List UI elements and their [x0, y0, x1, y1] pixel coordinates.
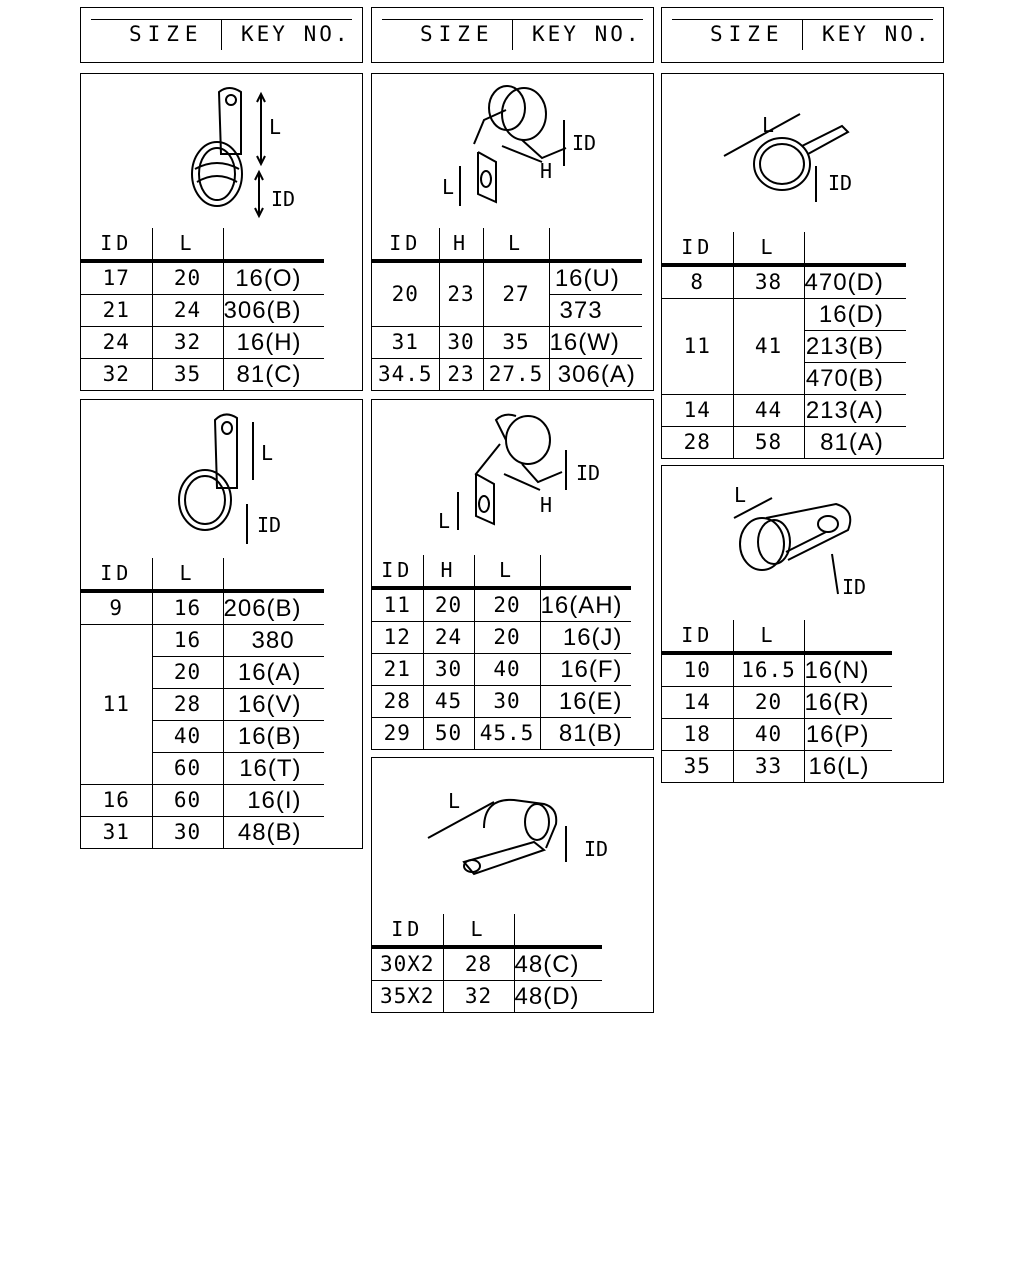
table-cell: 16(N)	[804, 653, 892, 687]
header-col3	[661, 7, 944, 63]
dim-l: L	[448, 789, 461, 813]
table-cell: 206(B)	[223, 591, 324, 625]
table-cell	[223, 228, 324, 261]
col-l: L	[733, 232, 804, 265]
size-table-1	[81, 228, 324, 390]
table-cell: 23	[439, 261, 483, 327]
table-cell: 213(B)	[804, 331, 906, 363]
table-cell: 28	[372, 686, 423, 718]
table-cell: 17	[81, 261, 152, 295]
table-row	[662, 265, 906, 299]
dim-l: L	[442, 175, 455, 199]
col-id: ID	[662, 620, 733, 653]
table-cell: 470(D)	[804, 265, 906, 299]
table-cell: 30	[439, 327, 483, 359]
table-cell: 58	[733, 427, 804, 459]
table-cell: 16(B)	[223, 721, 324, 753]
table-cell: 29	[372, 718, 423, 750]
table-cell: 27.5	[483, 359, 549, 391]
clip-block-6	[661, 465, 944, 783]
table-cell: 30	[152, 817, 223, 849]
table-cell	[223, 558, 324, 591]
col-l: L	[152, 228, 223, 261]
table-cell: 10	[662, 653, 733, 687]
table-cell: 16	[81, 785, 152, 817]
table-cell: 28	[662, 427, 733, 459]
table-cell: 470(B)	[804, 363, 906, 395]
dim-id: ID	[576, 461, 601, 485]
table-cell: 20	[152, 657, 223, 689]
dim-l: L	[762, 113, 775, 137]
table-cell: 20	[152, 261, 223, 295]
table-row	[662, 395, 906, 427]
table-row	[81, 591, 324, 625]
table-cell: 30	[423, 654, 474, 686]
table-cell: 16(O)	[223, 261, 324, 295]
table-cell: 12	[372, 622, 423, 654]
clip-drawing-6	[662, 466, 943, 621]
table-cell: 40	[474, 654, 540, 686]
table-cell: 16(AH)	[540, 588, 631, 622]
table-cell: 33	[733, 751, 804, 783]
table-cell: 18	[662, 719, 733, 751]
table-cell: 44	[733, 395, 804, 427]
dim-l: L	[734, 483, 747, 507]
key-no-header: KEY NO.	[241, 22, 351, 46]
table-row	[372, 327, 642, 359]
table-cell: 60	[152, 753, 223, 785]
table-cell: 38	[733, 265, 804, 299]
dim-l: L	[269, 115, 282, 139]
table-row	[662, 687, 892, 719]
table-row	[372, 981, 602, 1013]
table-cell: 8	[662, 265, 733, 299]
table-cell: 20	[474, 622, 540, 654]
table-cell: 16.5	[733, 653, 804, 687]
clip-block-4	[80, 399, 363, 849]
table-cell: 40	[152, 721, 223, 753]
table-cell	[540, 555, 631, 588]
size-table-7	[372, 914, 602, 1012]
table-row	[662, 427, 906, 459]
table-cell: 24	[152, 295, 223, 327]
table-cell: 48(B)	[223, 817, 324, 849]
table-row	[372, 686, 631, 718]
clip-block-3	[661, 73, 944, 459]
table-cell	[804, 232, 906, 265]
dim-id: ID	[257, 513, 282, 537]
table-row	[81, 359, 324, 391]
table-cell: 35	[662, 751, 733, 783]
clip-block-2	[371, 73, 654, 391]
table-cell: 34.5	[372, 359, 439, 391]
table-cell: 81(A)	[804, 427, 906, 459]
table-cell: 35	[152, 359, 223, 391]
size-header: SIZE	[129, 22, 204, 46]
table-cell: 40	[733, 719, 804, 751]
dim-h: H	[540, 493, 553, 517]
table-cell: 16(F)	[540, 654, 631, 686]
dim-l: L	[438, 509, 451, 533]
clip-block-1	[80, 73, 363, 391]
table-cell: 27	[483, 261, 549, 327]
col-l: L	[483, 228, 549, 261]
table-row	[372, 261, 642, 295]
table-cell: 11	[662, 299, 733, 395]
dim-l: L	[261, 441, 274, 465]
size-header: SIZE	[710, 22, 785, 46]
table-row	[662, 653, 892, 687]
clip-drawing-5	[372, 400, 653, 555]
table-cell: 24	[81, 327, 152, 359]
col-id: ID	[81, 228, 152, 261]
size-table-4	[81, 558, 324, 848]
table-row	[372, 588, 631, 622]
table-cell	[804, 620, 892, 653]
table-cell: 16(H)	[223, 327, 324, 359]
col-l: L	[474, 555, 540, 588]
clip-block-7	[371, 757, 654, 1013]
col-id: ID	[81, 558, 152, 591]
table-cell: 16(D)	[804, 299, 906, 331]
table-row	[662, 299, 906, 331]
table-cell: 20	[474, 588, 540, 622]
size-table-2	[372, 228, 642, 390]
table-cell: 45	[423, 686, 474, 718]
table-cell: 41	[733, 299, 804, 395]
table-cell	[549, 228, 642, 261]
table-cell: 16(A)	[223, 657, 324, 689]
dim-h: H	[540, 159, 553, 183]
table-cell: 16	[152, 591, 223, 625]
dim-id: ID	[584, 837, 609, 861]
table-cell: 16(I)	[223, 785, 324, 817]
table-row	[81, 295, 324, 327]
table-cell: 48(D)	[514, 981, 602, 1013]
table-row	[81, 785, 324, 817]
size-table-5	[372, 555, 631, 749]
table-row	[81, 261, 324, 295]
table-cell: 31	[372, 327, 439, 359]
table-cell: 16(U)	[549, 261, 642, 295]
table-cell: 20	[423, 588, 474, 622]
dim-id: ID	[828, 171, 853, 195]
col-id: ID	[372, 555, 423, 588]
size-header: SIZE	[420, 22, 495, 46]
key-no-header: KEY NO.	[532, 22, 642, 46]
table-cell: 16(P)	[804, 719, 892, 751]
table-cell: 28	[443, 947, 514, 981]
table-cell: 16(R)	[804, 687, 892, 719]
col-h: H	[423, 555, 474, 588]
table-cell: 16(J)	[540, 622, 631, 654]
table-row	[372, 622, 631, 654]
table-cell: 21	[81, 295, 152, 327]
table-cell: 16(W)	[549, 327, 642, 359]
table-cell: 32	[443, 981, 514, 1013]
table-cell: 11	[81, 625, 152, 785]
table-cell: 28	[152, 689, 223, 721]
size-table-6	[662, 620, 892, 782]
header-col2	[371, 7, 654, 63]
table-cell: 60	[152, 785, 223, 817]
table-row	[372, 359, 642, 391]
col-id: ID	[372, 228, 439, 261]
table-cell	[514, 914, 602, 947]
table-row	[372, 654, 631, 686]
table-cell: 14	[662, 395, 733, 427]
table-cell: 16(T)	[223, 753, 324, 785]
table-cell: 50	[423, 718, 474, 750]
col-l: L	[733, 620, 804, 653]
table-cell: 16	[152, 625, 223, 657]
clip-drawing-1	[81, 74, 362, 229]
table-cell: 30	[474, 686, 540, 718]
table-cell: 16(L)	[804, 751, 892, 783]
table-cell: 48(C)	[514, 947, 602, 981]
table-cell: 11	[372, 588, 423, 622]
col-id: ID	[662, 232, 733, 265]
table-row	[662, 751, 892, 783]
col-h: H	[439, 228, 483, 261]
table-cell: 81(B)	[540, 718, 631, 750]
table-cell: 23	[439, 359, 483, 391]
size-table-3	[662, 232, 906, 458]
table-cell: 380	[223, 625, 324, 657]
table-cell: 30X2	[372, 947, 443, 981]
col-l: L	[152, 558, 223, 591]
table-cell: 306(B)	[223, 295, 324, 327]
clip-drawing-7	[372, 758, 653, 913]
dim-id: ID	[572, 131, 597, 155]
dim-id: ID	[271, 187, 296, 211]
table-cell: 373	[549, 295, 642, 327]
table-cell: 16(E)	[540, 686, 631, 718]
key-no-header: KEY NO.	[822, 22, 932, 46]
table-cell: 306(A)	[549, 359, 642, 391]
table-cell: 213(A)	[804, 395, 906, 427]
table-cell: 24	[423, 622, 474, 654]
table-cell: 14	[662, 687, 733, 719]
table-cell: 32	[152, 327, 223, 359]
table-row	[662, 719, 892, 751]
table-row	[81, 817, 324, 849]
clip-drawing-4	[81, 400, 362, 555]
table-cell: 45.5	[474, 718, 540, 750]
table-row	[81, 625, 324, 657]
table-cell: 35	[483, 327, 549, 359]
table-row	[81, 327, 324, 359]
table-row	[372, 947, 602, 981]
table-cell: 32	[81, 359, 152, 391]
header-col1	[80, 7, 363, 63]
col-id: ID	[372, 914, 443, 947]
table-cell: 20	[372, 261, 439, 327]
table-row	[372, 718, 631, 750]
table-cell: 9	[81, 591, 152, 625]
table-cell: 81(C)	[223, 359, 324, 391]
table-cell: 31	[81, 817, 152, 849]
dim-id: ID	[842, 575, 867, 599]
clip-drawing-2	[372, 74, 653, 229]
clip-block-5	[371, 399, 654, 750]
table-cell: 21	[372, 654, 423, 686]
clip-drawing-3	[662, 74, 943, 229]
table-cell: 20	[733, 687, 804, 719]
table-cell: 35X2	[372, 981, 443, 1013]
table-cell: 16(V)	[223, 689, 324, 721]
col-l: L	[443, 914, 514, 947]
